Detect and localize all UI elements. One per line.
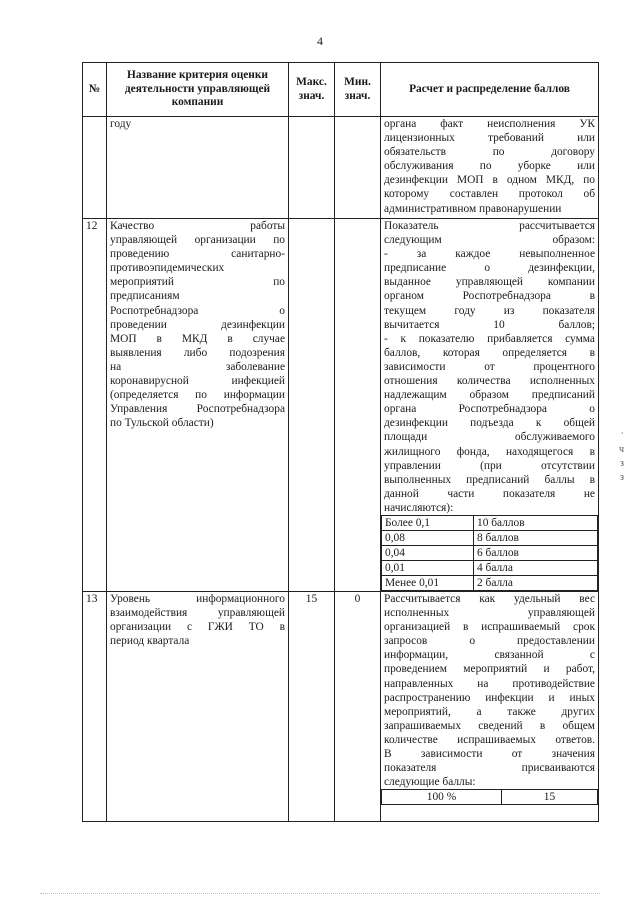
scale-row — [382, 545, 598, 560]
criterion-name — [110, 219, 285, 430]
scale-row — [382, 575, 598, 590]
text-line: информации, связанной с — [384, 649, 595, 662]
row-number: 13 — [83, 591, 107, 821]
scale-range: Более 0,1 — [382, 515, 474, 530]
text-line: распространению инфекции и иных — [384, 691, 595, 704]
text-line: органа Роспотребнадзора о — [384, 403, 595, 416]
header-max: Макс. знач. — [289, 63, 335, 117]
text-line: жилищного фонда, находящегося в — [384, 445, 595, 458]
scan-artifact-line — [40, 893, 600, 895]
text-line: организацией в испрашиваемый срок — [384, 621, 595, 634]
margin-mark: з — [620, 458, 624, 469]
text-line: административном правонарушении — [384, 202, 562, 215]
text-line: Роспотребнадзора о — [110, 304, 285, 317]
score-scale-table — [381, 515, 598, 591]
text-line: управлении (при отсутствии — [384, 459, 595, 472]
scale-row — [382, 790, 598, 805]
header-min: Мин. знач. — [335, 63, 381, 117]
criterion-name-continued: году — [110, 118, 132, 130]
calc-text — [384, 117, 595, 216]
cell-calc — [381, 591, 599, 821]
calc-text — [381, 592, 598, 789]
scale-range: 0,08 — [382, 530, 474, 545]
text-line: проведению санитарно- — [110, 248, 285, 261]
text-line: Качество работы — [110, 220, 285, 232]
scale-row — [382, 530, 598, 545]
cell-calc — [381, 117, 599, 219]
criteria-table — [82, 62, 599, 822]
text-line: лицензионных требований или — [384, 132, 595, 145]
row-number: 12 — [83, 219, 107, 592]
text-line: которому составлен протокол об — [384, 188, 595, 201]
text-line: предписаниям — [110, 290, 180, 303]
margin-mark: ` — [620, 432, 624, 443]
scale-points: 8 баллов — [474, 530, 598, 545]
text-line: мероприятий, а также других — [384, 705, 595, 718]
text-line: Показатель рассчитывается — [384, 220, 595, 232]
text-line: органа факт неисполнения УК — [384, 118, 595, 130]
text-line: проведением мероприятий и работ, — [384, 663, 595, 676]
text-line: дезинфекции МОП в одном МКД, по — [384, 174, 595, 187]
scale-points: 6 баллов — [474, 545, 598, 560]
cell-max — [289, 219, 335, 592]
text-line: Управления Роспотребнадзора — [110, 403, 285, 416]
text-line: количестве испрашиваемых ответов. — [384, 733, 595, 746]
table-row-12 — [83, 219, 599, 592]
margin-mark: ч — [618, 444, 624, 455]
text-line: на заболевание — [110, 360, 285, 373]
table-row-continued — [83, 117, 599, 219]
text-line: следующим образом: — [384, 234, 595, 247]
scale-row — [382, 515, 598, 530]
text-line: вычитается 10 баллов; — [384, 318, 595, 331]
text-line: проведении дезинфекции — [110, 318, 285, 331]
text-line: надлежащим образом предписаний — [384, 389, 595, 402]
text-line: В зависимости от значения — [384, 748, 595, 760]
text-line: - к показателю прибавляется сумма — [384, 332, 595, 345]
page-number: 4 — [317, 34, 323, 48]
text-line: выполненных предписаний баллы в — [384, 473, 595, 486]
text-line: Рассчитывается как удельный вес — [384, 592, 595, 605]
scale-range: 0,01 — [382, 560, 474, 575]
text-line: МОП в МКД в случае — [110, 332, 285, 345]
scale-points: 4 балла — [474, 560, 598, 575]
cell-name — [107, 219, 289, 592]
cell-min — [335, 117, 381, 219]
cell-min: 0 — [335, 591, 381, 821]
cell-name — [107, 591, 289, 821]
text-line: запросов о предоставлении — [384, 635, 595, 648]
text-line: выданное управляющей компании — [384, 276, 595, 289]
text-line: период квартала — [110, 635, 190, 648]
criterion-name — [110, 592, 285, 648]
cell-min — [335, 219, 381, 592]
margin-mark: з — [620, 472, 624, 483]
score-scale-table — [381, 789, 598, 805]
text-line: показателя присваиваются — [384, 762, 595, 775]
scale-points: 2 балла — [474, 575, 598, 590]
text-line: мероприятий по — [110, 276, 285, 289]
cell-max — [289, 117, 335, 219]
text-line: по Тульской области) — [110, 417, 214, 430]
header-num: № — [83, 63, 107, 117]
text-line: исполненных управляющей — [384, 607, 595, 620]
text-line: взаимодействия управляющей — [110, 607, 285, 620]
text-line: начисляются): — [384, 501, 454, 514]
header-name: Название критерия оценки деятельности управляющей компании — [107, 63, 289, 117]
text-line: организации с ГЖИ ТО в — [110, 621, 285, 634]
scale-range: 0,04 — [382, 545, 474, 560]
text-line: баллов, которая определяется в — [384, 346, 595, 359]
text-line: управляющей организации по — [110, 234, 285, 247]
header-calc: Расчет и распределение баллов — [381, 63, 599, 117]
text-line: направленных на противодействие — [384, 677, 595, 690]
text-line: дезинфекции подъезда к общей — [384, 417, 595, 430]
text-line: противоэпидемических — [110, 262, 225, 275]
calc-text — [381, 219, 598, 515]
text-line: запрашиваемых сведений в общем — [384, 719, 595, 732]
text-line: предписание о дезинфекции, — [384, 262, 595, 275]
text-line: коронавирусной инфекцией — [110, 375, 285, 388]
cell-calc — [381, 219, 599, 592]
text-line: - за каждое невыполненное — [384, 248, 595, 261]
text-line: Уровень информационного — [110, 592, 285, 605]
scale-points: 10 баллов — [474, 515, 598, 530]
text-line: выявления либо подозрения — [110, 346, 285, 359]
text-line: следующие баллы: — [384, 776, 476, 789]
scale-points: 15 — [502, 790, 598, 805]
cell-num — [83, 117, 107, 219]
text-line: площади обслуживаемого — [384, 431, 595, 444]
text-line: (определяется по информации — [110, 389, 285, 402]
text-line: зависимости от процентного — [384, 360, 595, 373]
table-header-row — [83, 63, 599, 117]
text-line: органом Роспотребнадзора в — [384, 290, 595, 303]
text-line: данной части показателя не — [384, 487, 595, 500]
scale-row — [382, 560, 598, 575]
scale-range: Менее 0,01 — [382, 575, 474, 590]
text-line: текущем году из показателя — [384, 304, 595, 317]
scale-range: 100 % — [382, 790, 502, 805]
text-line: обязательств по договору — [384, 146, 595, 159]
table-row-13 — [83, 591, 599, 821]
text-line: обслуживания по уборке или — [384, 160, 595, 173]
cell-name — [107, 117, 289, 219]
text-line: отношения количества исполненных — [384, 375, 595, 388]
cell-max: 15 — [289, 591, 335, 821]
